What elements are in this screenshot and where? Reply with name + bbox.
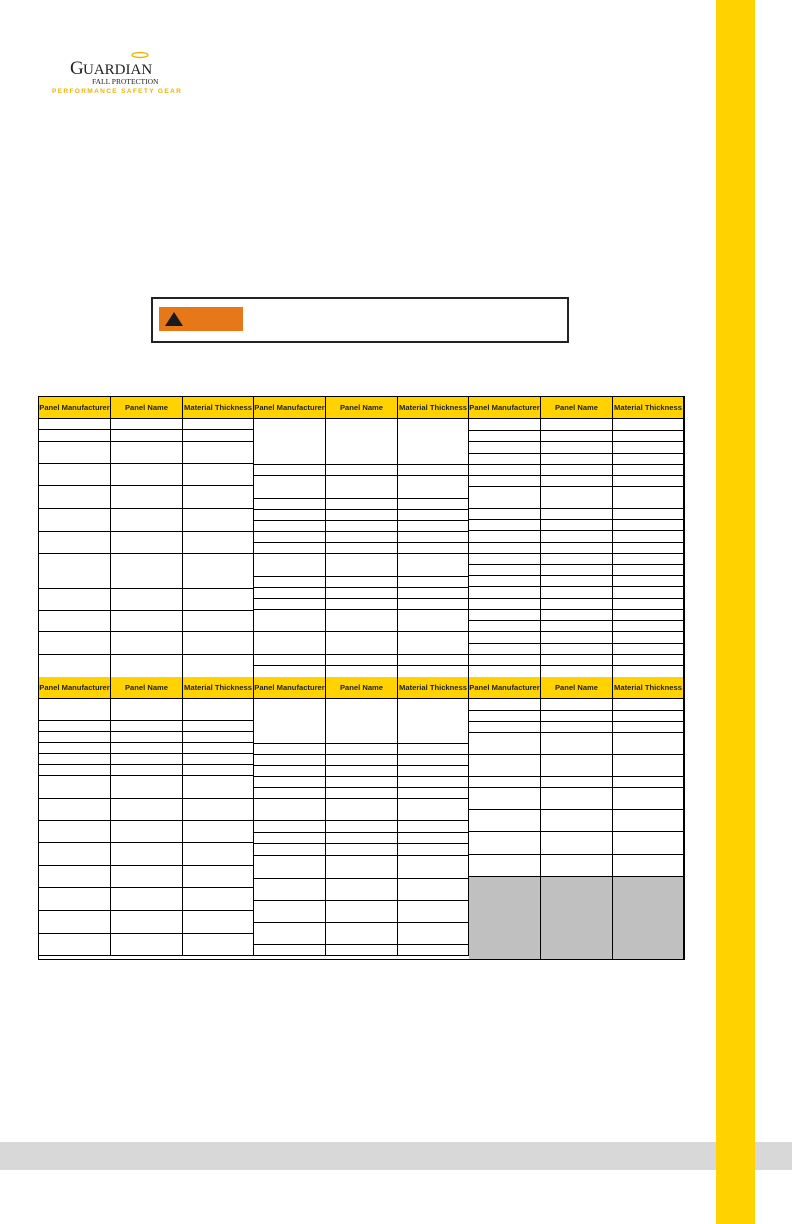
- table-cell: [541, 454, 613, 465]
- table-cell: [326, 833, 398, 844]
- table-cell: [541, 476, 613, 487]
- table-cell: [541, 655, 613, 666]
- table-cell: [39, 866, 111, 888]
- table-cell: [398, 419, 469, 465]
- table-cell: [326, 923, 398, 945]
- table-cell: [541, 431, 613, 442]
- table-cell: [613, 610, 684, 621]
- table-cell: [326, 655, 398, 666]
- table-cell: [326, 476, 398, 499]
- table-cell: [541, 465, 613, 476]
- table-cell: [398, 821, 469, 833]
- table-cell: [254, 499, 326, 510]
- table-cell: [111, 732, 183, 743]
- table-cell: [111, 699, 183, 721]
- table-cell: [541, 621, 613, 632]
- table-cell: [326, 766, 398, 777]
- table-cell: [398, 856, 469, 879]
- table-cell: [326, 510, 398, 521]
- table-header-top-col-8: Panel Name: [541, 397, 613, 419]
- table-cell: [541, 777, 613, 788]
- table-cell: [326, 543, 398, 554]
- table-cell: [326, 901, 398, 923]
- table-cell: [326, 521, 398, 532]
- table-cell: [398, 788, 469, 799]
- table-cell: [613, 788, 684, 810]
- table-cell: [398, 476, 469, 499]
- table-cell: [39, 611, 111, 632]
- table-cell: [254, 777, 326, 788]
- table-cell: [254, 879, 326, 901]
- table-cell: [326, 788, 398, 799]
- table-cell: [541, 509, 613, 520]
- table-cell: [183, 888, 254, 911]
- table-cell: [39, 843, 111, 866]
- table-cell: [613, 476, 684, 487]
- table-cell: [39, 655, 111, 678]
- table-cell: [469, 587, 541, 599]
- table-cell: [541, 520, 613, 531]
- warning-label: [159, 307, 243, 331]
- table-cell: [398, 599, 469, 610]
- table-cell: [613, 755, 684, 777]
- table-cell: [469, 855, 541, 877]
- table-cell: [541, 644, 613, 655]
- table-cell: [183, 611, 254, 632]
- table-cell: [326, 532, 398, 543]
- table-cell: [541, 733, 613, 755]
- table-cell: [613, 554, 684, 565]
- table-cell: [398, 588, 469, 599]
- table-cell: [254, 766, 326, 777]
- table-cell: [111, 554, 183, 589]
- table-cell: [183, 589, 254, 611]
- table-cell: [469, 810, 541, 832]
- table-cell: [39, 732, 111, 743]
- table-cell: [111, 888, 183, 911]
- table-cell: [326, 844, 398, 856]
- table-cell: [613, 565, 684, 576]
- table-cell: [613, 699, 684, 711]
- table-cell: [613, 431, 684, 442]
- table-cell: [39, 419, 111, 430]
- table-cell: [111, 464, 183, 486]
- table-cell: [613, 777, 684, 788]
- table-cell: [469, 543, 541, 554]
- svg-text:FALL PROTECTION: FALL PROTECTION: [92, 77, 159, 86]
- table-cell: [183, 655, 254, 678]
- table-cell: [469, 621, 541, 632]
- table-cell: [326, 755, 398, 766]
- table-cell: [254, 901, 326, 923]
- table-cell: [398, 532, 469, 543]
- warning-triangle-icon: [164, 311, 184, 327]
- table-cell: [613, 644, 684, 655]
- table-cell: [254, 788, 326, 799]
- table-cell: [39, 821, 111, 843]
- table-cell: [469, 777, 541, 788]
- table-cell: [39, 632, 111, 655]
- table-cell: [183, 486, 254, 509]
- table-cell: [541, 576, 613, 587]
- table-cell: [613, 722, 684, 733]
- table-cell: [469, 599, 541, 610]
- table-cell: [398, 632, 469, 655]
- table-cell: [469, 655, 541, 666]
- table-cell: [254, 744, 326, 755]
- table-cell: [398, 833, 469, 844]
- table-cell: [541, 810, 613, 832]
- table-cell: [111, 589, 183, 611]
- table-cell: [183, 866, 254, 888]
- table-cell: [541, 722, 613, 733]
- table-cell: [326, 879, 398, 901]
- table-cell: [183, 430, 254, 442]
- table-cell: [111, 419, 183, 430]
- table-cell: [469, 487, 541, 509]
- table-cell: [254, 510, 326, 521]
- table-cell: [613, 733, 684, 755]
- table-cell: [613, 454, 684, 465]
- table-cell: [541, 599, 613, 610]
- table-cell: [254, 543, 326, 554]
- table-cell: [541, 755, 613, 777]
- table-cell: [613, 621, 684, 632]
- table-cell: [39, 743, 111, 754]
- table-cell: [183, 532, 254, 554]
- table-cell: [254, 755, 326, 766]
- table-cell: [326, 632, 398, 655]
- table-cell: [398, 521, 469, 532]
- table-cell: [469, 476, 541, 487]
- table-cell: [469, 431, 541, 442]
- table-cell: [326, 419, 398, 465]
- table-cell: [111, 765, 183, 776]
- table-cell: [183, 934, 254, 956]
- table-cell: [613, 419, 684, 431]
- table-header-top-col-5: Panel Name: [326, 397, 398, 419]
- table-cell: [39, 699, 111, 721]
- table-cell: [469, 832, 541, 855]
- table-cell: [326, 499, 398, 510]
- table-cell: [613, 587, 684, 599]
- table-cell: [613, 711, 684, 722]
- svg-text:UARDIAN: UARDIAN: [83, 62, 153, 78]
- table-cell: [541, 788, 613, 810]
- table-cell: [39, 721, 111, 732]
- table-cell: [398, 510, 469, 521]
- table-cell: [469, 520, 541, 531]
- table-cell: [469, 722, 541, 733]
- table-cell: [183, 464, 254, 486]
- table-cell: [541, 543, 613, 554]
- table-cell: [111, 509, 183, 532]
- table-cell: [613, 487, 684, 509]
- table-cell: [326, 699, 398, 744]
- table-header-top-col-2: Panel Name: [111, 397, 183, 419]
- table-cell: [183, 419, 254, 430]
- table-cell: [183, 509, 254, 532]
- table-cell: [39, 509, 111, 532]
- table-cell-unused: [541, 877, 613, 959]
- table-cell: [613, 442, 684, 454]
- table-cell: [469, 711, 541, 722]
- table-cell: [469, 699, 541, 711]
- table-cell: [541, 419, 613, 431]
- table-header-bottom-col-4: Panel Manufacturer: [254, 677, 326, 699]
- table-cell: [541, 632, 613, 644]
- table-cell: [254, 856, 326, 879]
- table-cell: [254, 419, 326, 465]
- table-cell: [111, 821, 183, 843]
- table-cell: [39, 442, 111, 464]
- table-cell: [111, 430, 183, 442]
- table-cell: [183, 699, 254, 721]
- table-cell: [254, 821, 326, 833]
- table-cell: [254, 844, 326, 856]
- table-cell: [326, 465, 398, 476]
- table-cell: [254, 554, 326, 577]
- warning-box: [151, 297, 569, 343]
- table-cell: [183, 843, 254, 866]
- table-cell-unused: [469, 877, 541, 959]
- guardian-logo: [52, 50, 202, 100]
- table-cell: [613, 465, 684, 476]
- table-cell: [398, 744, 469, 755]
- table-cell: [254, 465, 326, 476]
- table-cell: [254, 945, 326, 956]
- table-cell: [326, 554, 398, 577]
- table-cell: [326, 821, 398, 833]
- table-cell: [469, 632, 541, 644]
- table-header-bottom-col-3: Material Thickness: [183, 677, 254, 699]
- table-cell: [183, 732, 254, 743]
- table-cell: [254, 476, 326, 499]
- table-header-bottom-col-8: Panel Name: [541, 677, 613, 699]
- table-cell: [39, 554, 111, 589]
- table-cell: [183, 632, 254, 655]
- table-cell: [111, 721, 183, 732]
- table-cell: [541, 554, 613, 565]
- table-cell: [541, 442, 613, 454]
- table-cell: [469, 644, 541, 655]
- table-cell: [39, 464, 111, 486]
- table-cell: [111, 442, 183, 464]
- table-cell: [39, 754, 111, 765]
- table-cell: [111, 743, 183, 754]
- table-cell: [183, 743, 254, 754]
- table-cell: [469, 576, 541, 587]
- table-header-bottom-col-7: Panel Manufacturer: [469, 677, 541, 699]
- side-accent-bar: [716, 0, 755, 1224]
- table-cell: [254, 833, 326, 844]
- table-cell: [326, 599, 398, 610]
- footer-band: [0, 1142, 716, 1170]
- table-cell: [39, 589, 111, 611]
- table-cell: [398, 879, 469, 901]
- table-cell: [39, 430, 111, 442]
- table-cell: [39, 799, 111, 821]
- table-cell: [254, 588, 326, 599]
- table-cell: [111, 754, 183, 765]
- table-cell: [254, 923, 326, 945]
- table-header-top-col-9: Material Thickness: [613, 397, 684, 419]
- table-cell: [398, 554, 469, 577]
- table-cell: [469, 454, 541, 465]
- table-cell: [254, 610, 326, 632]
- table-cell: [254, 599, 326, 610]
- table-header-bottom-col-1: Panel Manufacturer: [39, 677, 111, 699]
- table-cell: [541, 531, 613, 543]
- table-cell: [111, 486, 183, 509]
- table-cell: [541, 587, 613, 599]
- table-cell: [469, 465, 541, 476]
- table-cell: [398, 755, 469, 766]
- panel-compatibility-table: [38, 396, 685, 960]
- table-cell: [254, 655, 326, 666]
- table-cell: [111, 611, 183, 632]
- table-cell: [183, 821, 254, 843]
- table-cell: [613, 832, 684, 855]
- table-header-bottom-col-2: Panel Name: [111, 677, 183, 699]
- table-cell: [398, 543, 469, 554]
- table-cell: [111, 799, 183, 821]
- table-cell-unused: [613, 877, 684, 959]
- table-cell: [398, 844, 469, 856]
- table-header-top-col-3: Material Thickness: [183, 397, 254, 419]
- table-cell: [469, 610, 541, 621]
- table-cell: [541, 565, 613, 576]
- table-cell: [613, 855, 684, 877]
- table-header-top-col-7: Panel Manufacturer: [469, 397, 541, 419]
- table-cell: [326, 945, 398, 956]
- table-header-bottom-col-9: Material Thickness: [613, 677, 684, 699]
- table-cell: [326, 856, 398, 879]
- table-cell: [541, 487, 613, 509]
- table-cell: [398, 610, 469, 632]
- table-cell: [613, 632, 684, 644]
- table-cell: [183, 721, 254, 732]
- table-cell: [326, 610, 398, 632]
- table-cell: [469, 788, 541, 810]
- table-cell: [111, 911, 183, 934]
- table-cell: [254, 699, 326, 744]
- table-cell: [183, 765, 254, 776]
- table-cell: [469, 755, 541, 777]
- table-cell: [111, 655, 183, 678]
- table-cell: [398, 577, 469, 588]
- table-cell: [254, 577, 326, 588]
- table-cell: [398, 901, 469, 923]
- footer-band-right: [755, 1142, 792, 1170]
- table-cell: [398, 499, 469, 510]
- table-cell: [613, 655, 684, 666]
- table-cell: [254, 532, 326, 543]
- table-cell: [398, 699, 469, 744]
- logo-tagline: PERFORMANCE SAFETY GEAR: [52, 88, 183, 95]
- table-cell: [254, 632, 326, 655]
- table-cell: [326, 577, 398, 588]
- table-cell: [398, 799, 469, 821]
- table-cell: [398, 923, 469, 945]
- table-cell: [613, 531, 684, 543]
- table-cell: [398, 465, 469, 476]
- table-cell: [39, 765, 111, 776]
- table-cell: [541, 711, 613, 722]
- table-cell: [326, 799, 398, 821]
- table-cell: [254, 799, 326, 821]
- table-cell: [111, 532, 183, 554]
- table-cell: [39, 532, 111, 554]
- table-cell: [326, 588, 398, 599]
- table-cell: [39, 486, 111, 509]
- table-cell: [613, 509, 684, 520]
- table-cell: [469, 554, 541, 565]
- table-cell: [613, 599, 684, 610]
- table-cell: [111, 934, 183, 956]
- table-cell: [613, 543, 684, 554]
- table-cell: [398, 945, 469, 956]
- table-cell: [39, 911, 111, 934]
- table-cell: [111, 776, 183, 799]
- table-cell: [398, 655, 469, 666]
- table-cell: [469, 419, 541, 431]
- table-cell: [111, 632, 183, 655]
- table-cell: [39, 934, 111, 956]
- table-header-top-col-1: Panel Manufacturer: [39, 397, 111, 419]
- table-cell: [469, 565, 541, 576]
- table-cell: [541, 610, 613, 621]
- table-cell: [613, 810, 684, 832]
- table-cell: [541, 832, 613, 855]
- table-cell: [326, 777, 398, 788]
- guardian-logo-mark: [68, 50, 168, 90]
- table-cell: [613, 520, 684, 531]
- table-cell: [469, 509, 541, 520]
- table-cell: [541, 699, 613, 711]
- table-cell: [469, 733, 541, 755]
- table-cell: [326, 744, 398, 755]
- table-cell: [469, 531, 541, 543]
- table-header-bottom-col-6: Material Thickness: [398, 677, 469, 699]
- table-header-top-col-4: Panel Manufacturer: [254, 397, 326, 419]
- table-cell: [183, 799, 254, 821]
- table-cell: [111, 866, 183, 888]
- table-header-bottom-col-5: Panel Name: [326, 677, 398, 699]
- table-cell: [183, 776, 254, 799]
- table-cell: [111, 843, 183, 866]
- table-cell: [613, 576, 684, 587]
- table-cell: [183, 911, 254, 934]
- table-cell: [183, 442, 254, 464]
- table-cell: [39, 776, 111, 799]
- table-cell: [183, 554, 254, 589]
- table-cell: [254, 521, 326, 532]
- table-cell: [398, 777, 469, 788]
- table-cell: [469, 442, 541, 454]
- table-cell: [541, 855, 613, 877]
- table-cell: [398, 766, 469, 777]
- table-header-top-col-6: Material Thickness: [398, 397, 469, 419]
- table-cell: [183, 754, 254, 765]
- svg-text:G: G: [70, 58, 84, 79]
- table-cell: [39, 888, 111, 911]
